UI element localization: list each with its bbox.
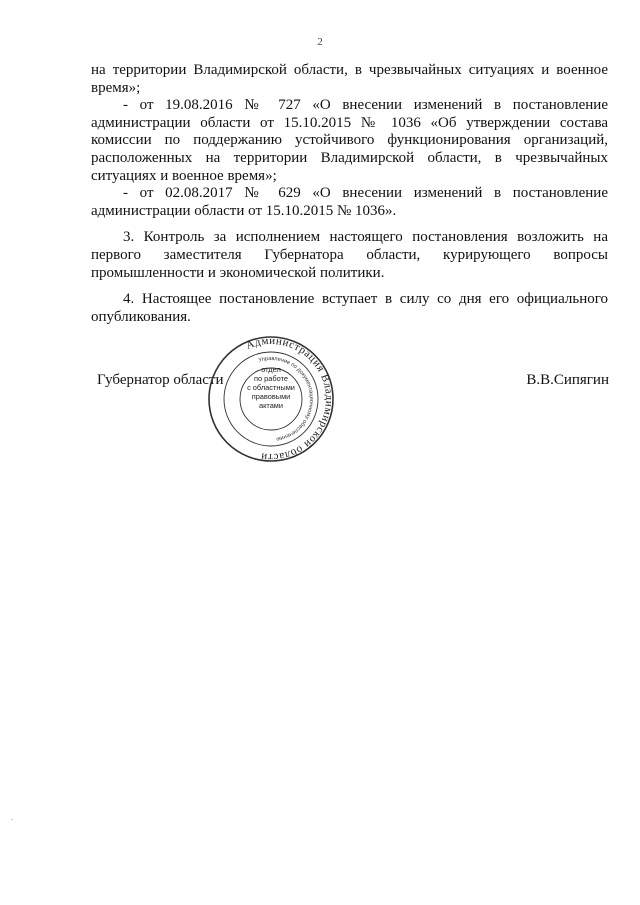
page-number: 2 [317, 36, 323, 48]
paragraph-amendment-629: - от 02.08.2017 № 629 «О внесении изменений в постановление администрации области от 15.10.2015 № 1036». [91, 185, 608, 219]
paragraph-amendment-727: - от 19.08.2016 № 727 «О внесении изменений в постановление администрации области от 15.10.2015 № 1036 «Об утверждении состава комиссии по поддержанию устойчивого функционирования организаций, расположенных на территории Владимирской области, в чрезвычайных ситуациях и военное время»; [91, 97, 608, 184]
seal-outer-text: Администрация Владимирской области [244, 335, 335, 463]
paragraph-control-clause: 3. Контроль за исполнением настоящего постановления возложить на первого заместителя Губернатора области, курирующего вопросы промышленности и экономической политики. [91, 229, 608, 281]
document-body [91, 62, 608, 326]
seal-center-line: актами [258, 401, 284, 410]
seal-center-line: правовыми [251, 392, 291, 401]
signature-title: Губернатор области [97, 372, 224, 388]
seal-center-line: отдел [261, 365, 281, 374]
paragraph-effective-clause: 4. Настоящее постановление вступает в силу со дня его официального опубликования. [91, 291, 608, 325]
scan-edge-mark: . [11, 812, 14, 822]
seal-center-line: с областными [247, 383, 295, 392]
seal-center-text [243, 365, 299, 410]
paragraph-continuation: на территории Владимирской области, в чрезвычайных ситуациях и военное время»; [91, 62, 608, 96]
seal-inner-text: Управление по документационному обеспечению [257, 355, 315, 442]
seal-center-line: по работе [254, 374, 288, 383]
signature-name: В.В.Сипягин [526, 372, 609, 388]
